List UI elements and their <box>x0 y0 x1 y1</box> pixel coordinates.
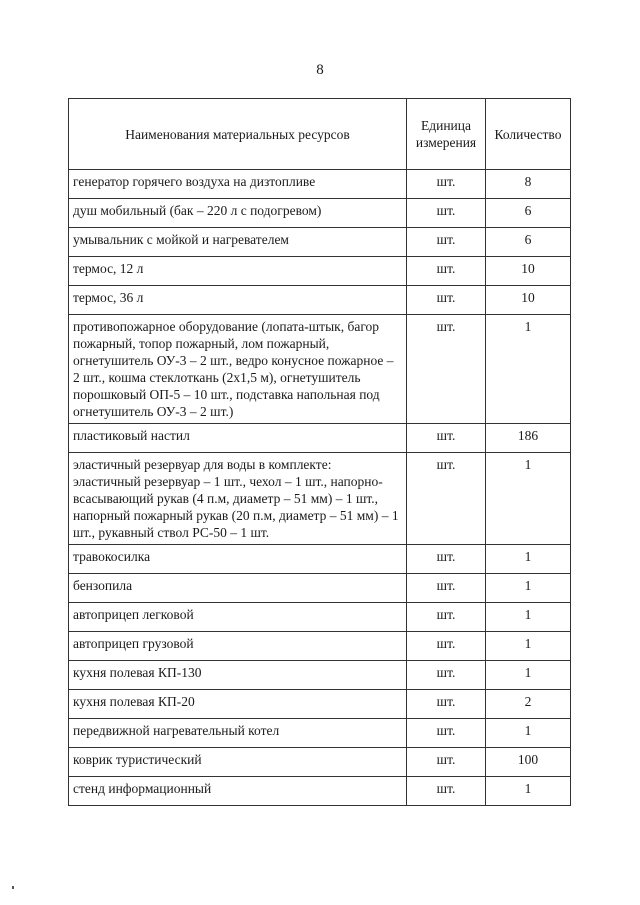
cell-qty: 1 <box>486 719 571 748</box>
cell-name: травокосилка <box>69 545 407 574</box>
cell-name: передвижной нагревательный котел <box>69 719 407 748</box>
cell-unit: шт. <box>407 603 486 632</box>
table-row <box>69 719 571 748</box>
cell-name: умывальник с мойкой и нагревателем <box>69 228 407 257</box>
cell-unit: шт. <box>407 661 486 690</box>
cell-name: душ мобильный (бак – 220 л с подогревом) <box>69 199 407 228</box>
table-header-row <box>69 99 571 170</box>
table-row <box>69 170 571 199</box>
header-name: Наименования материальных ресурсов <box>69 99 407 170</box>
cell-qty: 1 <box>486 661 571 690</box>
cell-unit: шт. <box>407 286 486 315</box>
cell-unit: шт. <box>407 545 486 574</box>
table-row <box>69 453 571 545</box>
cell-qty: 1 <box>486 603 571 632</box>
cell-qty: 10 <box>486 286 571 315</box>
cell-qty: 100 <box>486 748 571 777</box>
cell-qty: 1 <box>486 777 571 806</box>
table-row <box>69 315 571 424</box>
table-row <box>69 228 571 257</box>
cell-unit: шт. <box>407 690 486 719</box>
cell-qty: 1 <box>486 632 571 661</box>
cell-name: коврик туристический <box>69 748 407 777</box>
cell-unit: шт. <box>407 748 486 777</box>
cell-qty: 2 <box>486 690 571 719</box>
cell-name: автоприцеп грузовой <box>69 632 407 661</box>
table-row <box>69 661 571 690</box>
cell-name: генератор горячего воздуха на дизтопливе <box>69 170 407 199</box>
table-body <box>69 170 571 806</box>
cell-unit: шт. <box>407 170 486 199</box>
table-row <box>69 603 571 632</box>
cell-name: противопожарное оборудование (лопата-штык, багор пожарный, топор пожарный, лом пожарный, огнетушитель ОУ-3 – 2 шт., ведро конусное пожарное – 2 шт., кошма стеклоткань (2х1,5 м), огнетушитель порошковый ОП-5 – 10 шт., подставка напольная под огнетушитель ОУ-3 – 2 шт.) <box>69 315 407 424</box>
page-number: 8 <box>316 62 324 78</box>
cell-name: кухня полевая КП-130 <box>69 661 407 690</box>
cell-unit: шт. <box>407 228 486 257</box>
table-row <box>69 545 571 574</box>
table-row <box>69 632 571 661</box>
table-row <box>69 424 571 453</box>
cell-unit: шт. <box>407 574 486 603</box>
cell-name: эластичный резервуар для воды в комплекте: эластичный резервуар – 1 шт., чехол – 1 шт., напорно-всасывающий рукав (4 п.м, диаметр – 51 мм) – 1 шт., напорный пожарный рукав (20 п.м, диаметр – 51 мм) – 1 шт., рукавный ствол РС-50 – 1 шт. <box>69 453 407 545</box>
cell-unit: шт. <box>407 777 486 806</box>
table-row <box>69 286 571 315</box>
resources-table <box>68 98 571 806</box>
cell-name: термос, 36 л <box>69 286 407 315</box>
cell-qty: 1 <box>486 545 571 574</box>
cell-name: бензопила <box>69 574 407 603</box>
cell-unit: шт. <box>407 453 486 545</box>
scan-mark <box>12 886 14 889</box>
cell-name: стенд информационный <box>69 777 407 806</box>
table-row <box>69 257 571 286</box>
cell-name: пластиковый настил <box>69 424 407 453</box>
cell-qty: 1 <box>486 453 571 545</box>
table-row <box>69 574 571 603</box>
table-row <box>69 199 571 228</box>
table-row <box>69 777 571 806</box>
cell-unit: шт. <box>407 719 486 748</box>
table-row <box>69 690 571 719</box>
cell-qty: 10 <box>486 257 571 286</box>
cell-unit: шт. <box>407 424 486 453</box>
cell-qty: 1 <box>486 315 571 424</box>
cell-unit: шт. <box>407 632 486 661</box>
table-row <box>69 748 571 777</box>
cell-unit: шт. <box>407 315 486 424</box>
cell-name: кухня полевая КП-20 <box>69 690 407 719</box>
cell-name: автоприцеп легковой <box>69 603 407 632</box>
header-qty: Количество <box>486 99 571 170</box>
cell-unit: шт. <box>407 257 486 286</box>
cell-qty: 6 <box>486 228 571 257</box>
cell-qty: 6 <box>486 199 571 228</box>
cell-name: термос, 12 л <box>69 257 407 286</box>
cell-unit: шт. <box>407 199 486 228</box>
cell-qty: 8 <box>486 170 571 199</box>
cell-qty: 1 <box>486 574 571 603</box>
cell-qty: 186 <box>486 424 571 453</box>
header-unit: Единица измерения <box>407 99 486 170</box>
